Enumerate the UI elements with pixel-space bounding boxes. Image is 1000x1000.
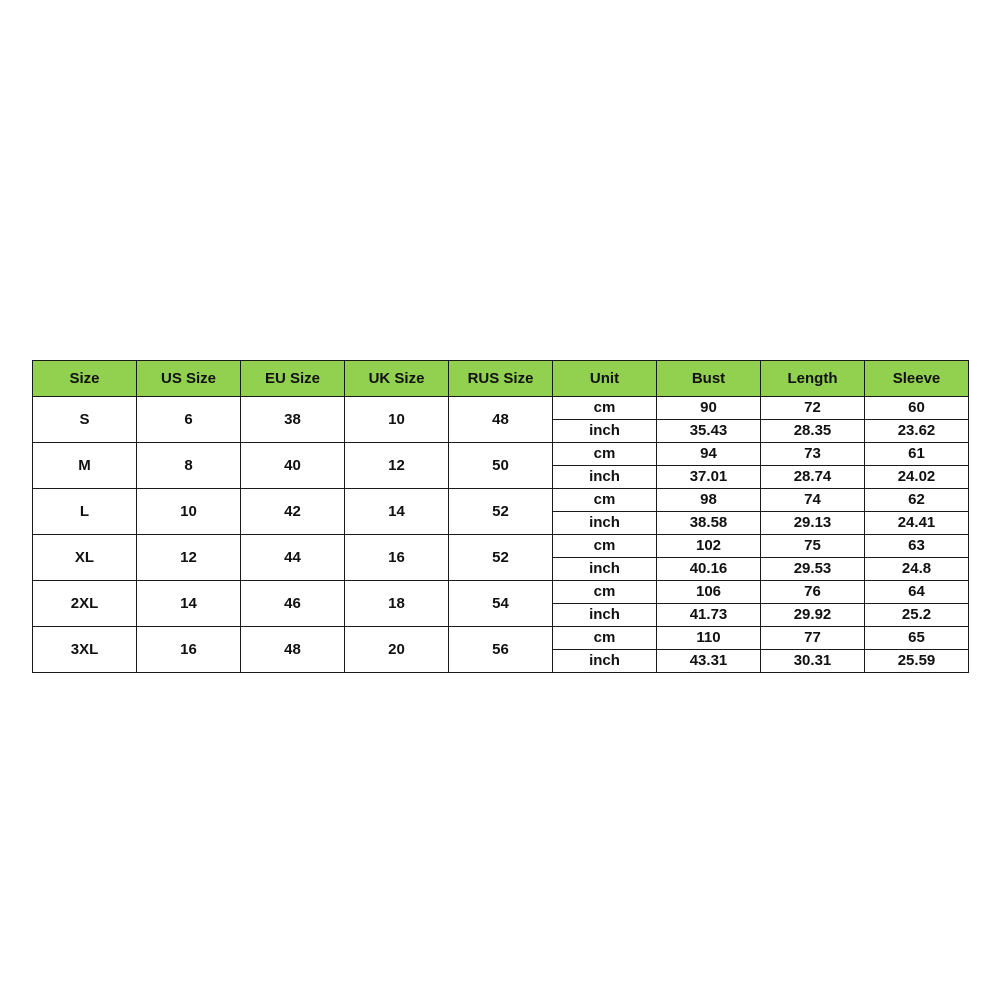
length-cell: 76 (761, 581, 865, 604)
sleeve-cell: 25.59 (865, 650, 969, 673)
bust-cell: 106 (657, 581, 761, 604)
size-cell: XL (33, 535, 137, 581)
header-sleeve: Sleeve (865, 361, 969, 397)
unit-cell: cm (553, 489, 657, 512)
header-unit: Unit (553, 361, 657, 397)
unit-cell: cm (553, 627, 657, 650)
unit-cell: cm (553, 581, 657, 604)
sleeve-cell: 62 (865, 489, 969, 512)
uk-size-cell: 16 (345, 535, 449, 581)
sleeve-cell: 25.2 (865, 604, 969, 627)
bust-cell: 40.16 (657, 558, 761, 581)
header-uk-size: UK Size (345, 361, 449, 397)
bust-cell: 43.31 (657, 650, 761, 673)
size-chart-table (32, 360, 969, 673)
bust-cell: 37.01 (657, 466, 761, 489)
bust-cell: 35.43 (657, 420, 761, 443)
header-row (33, 361, 969, 397)
eu-size-cell: 44 (241, 535, 345, 581)
us-size-cell: 16 (137, 627, 241, 673)
table-row (33, 535, 969, 558)
table-row (33, 443, 969, 466)
length-cell: 75 (761, 535, 865, 558)
unit-cell: inch (553, 650, 657, 673)
length-cell: 29.13 (761, 512, 865, 535)
uk-size-cell: 12 (345, 443, 449, 489)
sleeve-cell: 61 (865, 443, 969, 466)
rus-size-cell: 54 (449, 581, 553, 627)
length-cell: 77 (761, 627, 865, 650)
uk-size-cell: 20 (345, 627, 449, 673)
bust-cell: 38.58 (657, 512, 761, 535)
unit-cell: inch (553, 604, 657, 627)
sleeve-cell: 24.02 (865, 466, 969, 489)
us-size-cell: 8 (137, 443, 241, 489)
size-cell: 3XL (33, 627, 137, 673)
bust-cell: 90 (657, 397, 761, 420)
size-cell: L (33, 489, 137, 535)
size-chart-body (33, 397, 969, 673)
size-chart-header (33, 361, 969, 397)
header-bust: Bust (657, 361, 761, 397)
table-row (33, 397, 969, 420)
sleeve-cell: 23.62 (865, 420, 969, 443)
unit-cell: cm (553, 535, 657, 558)
size-cell: S (33, 397, 137, 443)
length-cell: 28.35 (761, 420, 865, 443)
header-length: Length (761, 361, 865, 397)
sleeve-cell: 24.41 (865, 512, 969, 535)
header-eu-size: EU Size (241, 361, 345, 397)
eu-size-cell: 48 (241, 627, 345, 673)
sleeve-cell: 60 (865, 397, 969, 420)
unit-cell: inch (553, 512, 657, 535)
us-size-cell: 6 (137, 397, 241, 443)
eu-size-cell: 38 (241, 397, 345, 443)
unit-cell: cm (553, 397, 657, 420)
table-row (33, 627, 969, 650)
header-rus-size: RUS Size (449, 361, 553, 397)
rus-size-cell: 48 (449, 397, 553, 443)
length-cell: 29.53 (761, 558, 865, 581)
rus-size-cell: 52 (449, 489, 553, 535)
unit-cell: inch (553, 558, 657, 581)
unit-cell: inch (553, 466, 657, 489)
unit-cell: cm (553, 443, 657, 466)
rus-size-cell: 56 (449, 627, 553, 673)
us-size-cell: 10 (137, 489, 241, 535)
size-chart-container (32, 360, 969, 673)
sleeve-cell: 64 (865, 581, 969, 604)
eu-size-cell: 46 (241, 581, 345, 627)
unit-cell: inch (553, 420, 657, 443)
table-row (33, 489, 969, 512)
uk-size-cell: 18 (345, 581, 449, 627)
eu-size-cell: 40 (241, 443, 345, 489)
size-cell: 2XL (33, 581, 137, 627)
table-row (33, 581, 969, 604)
us-size-cell: 12 (137, 535, 241, 581)
length-cell: 74 (761, 489, 865, 512)
length-cell: 72 (761, 397, 865, 420)
header-us-size: US Size (137, 361, 241, 397)
rus-size-cell: 50 (449, 443, 553, 489)
bust-cell: 41.73 (657, 604, 761, 627)
sleeve-cell: 65 (865, 627, 969, 650)
bust-cell: 102 (657, 535, 761, 558)
length-cell: 28.74 (761, 466, 865, 489)
sleeve-cell: 63 (865, 535, 969, 558)
uk-size-cell: 10 (345, 397, 449, 443)
bust-cell: 110 (657, 627, 761, 650)
length-cell: 30.31 (761, 650, 865, 673)
length-cell: 29.92 (761, 604, 865, 627)
eu-size-cell: 42 (241, 489, 345, 535)
us-size-cell: 14 (137, 581, 241, 627)
uk-size-cell: 14 (345, 489, 449, 535)
bust-cell: 94 (657, 443, 761, 466)
sleeve-cell: 24.8 (865, 558, 969, 581)
bust-cell: 98 (657, 489, 761, 512)
size-cell: M (33, 443, 137, 489)
length-cell: 73 (761, 443, 865, 466)
rus-size-cell: 52 (449, 535, 553, 581)
header-size: Size (33, 361, 137, 397)
